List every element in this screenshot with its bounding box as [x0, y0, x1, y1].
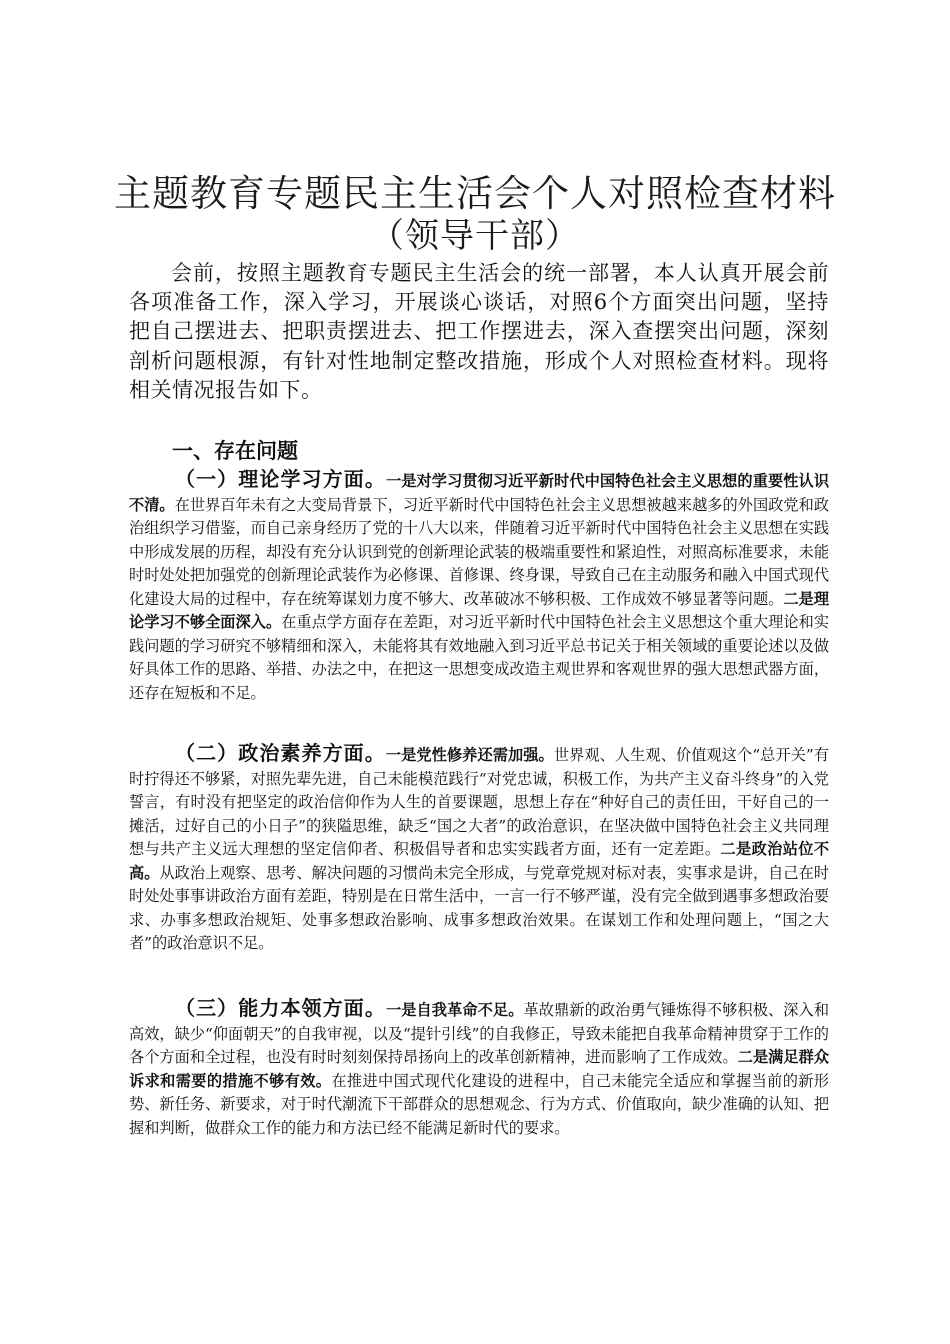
point-text: 从政治上观察、思考、解决问题的习惯尚未完全形成，与党章党规对标对表，实事求是讲，自己在时时处处事事讲政治方面有差距，特别是在日常生活中，一言一行不够严谨，没有完全做到遇事多想政治要求、办事多想政治规矩、处事多想政治影响、成事多想政治效果。在谋划工作和处理问题上，“国之大者”的政治意识不足。 — [129, 863, 830, 952]
point-title: 二是理论学习不够全面深入。 — [129, 589, 830, 631]
section-title: （三）能力本领方面。 — [175, 996, 386, 1020]
point-title: 一是党性修养还需加强。 — [385, 746, 554, 764]
section-paragraph-politics — [129, 742, 829, 956]
document-subtitle: （领导干部） — [370, 216, 580, 256]
section-heading: 一、存在问题 — [172, 439, 298, 463]
point-title: 一是对学习贯彻习近平新时代中国特色社会主义思想的重要性认识不清。 — [129, 472, 829, 514]
section-title: （二）政治素养方面。 — [175, 741, 386, 765]
point-title: 二是政治站位不高。 — [129, 840, 830, 882]
section-paragraph-theory — [129, 468, 829, 705]
point-text: 世界观、人生观、价值观这个“总开关”有时拧得还不够紧，对照先辈先进，自己未能模范践行“对党忠诚，积极工作，为共产主义奋斗终身”的入党誓言，有时没有把坚定的政治信仰作为人生的首要课题，思想上存在“种好自己的责任田，干好自己的一摊活，过好自己的小日子”的狭隘思维，缺乏“国之大者”的政治意识，在坚决做中国特色社会主义共同理想与共产主义远大理想的坚定信仰者、积极倡导者和忠实实践者方面，还有一定差距。 — [129, 746, 830, 858]
intro-paragraph: 会前，按照主题教育专题民主生活会的统一部署，本人认真开展会前各项准备工作，深入学习，开展谈心谈话，对照6个方面突出问题，坚持把自己摆进去、把职责摆进去、把工作摆进去，深入查摆突出问题，深刻剖析问题根源，有针对性地制定整改措施，形成个人对照检查材料。现将相关情况报告如下。 — [129, 261, 829, 402]
document-title: 主题教育专题民主生活会个人对照检查材料 — [114, 172, 836, 215]
point-title: 二是满足群众诉求和需要的措施不够有效。 — [129, 1048, 830, 1090]
point-text: 在重点学方面存在差距，对习近平新时代中国特色社会主义思想这个重大理论和实践问题的学习研究不够精细和深入，未能将其有效地融入到习近平总书记关于相关领域的重要论述以及做好具体工作的思路、举措、办法之中，在把这一思想变成改造主观世界和客观世界的强大思想武器方面，还存在短板和不足。 — [129, 613, 830, 702]
point-title: 一是自我革命不足。 — [385, 1001, 524, 1019]
point-text: 在世界百年未有之大变局背景下，习近平新时代中国特色社会主义思想被越来越多的外国政党和政治组织学习借鉴，而自己亲身经历了党的十八大以来，伴随着习近平新时代中国特色社会主义思想在实践中形成发展的历程，却没有充分认识到党的创新理论武装的极端重要性和紧迫性，对照高标准要求，未能时时处处把加强党的创新理论武装作为必修课、首修课、终身课，导致自己在主动服务和融入中国式现代化建设大局的过程中，存在统筹谋划力度不够大、改革破冰不够积极、工作成效不够显著等问题。 — [129, 495, 830, 608]
point-text: 革故鼎新的政治勇气锤炼得不够积极、深入和高效，缺少“仰面朝天”的自我审视，以及“提针引线”的自我修正，导致未能把自我革命精神贯穿于工作的各个方面和全过程，也没有时时刻刻保持昂扬向上的改革创新精神，进而影响了工作成效。 — [129, 1001, 829, 1066]
section-paragraph-ability — [129, 997, 829, 1140]
point-text: 在推进中国式现代化建设的进程中，自己未能完全适应和掌握当前的新形势、新任务、新要求，对于时代潮流下干部群众的思想观念、行为方式、价值取向，缺少准确的认知、把握和判断，做群众工作的能力和方法已经不能满足新时代的要求。 — [129, 1071, 830, 1137]
section-title: （一）理论学习方面。 — [175, 467, 386, 491]
